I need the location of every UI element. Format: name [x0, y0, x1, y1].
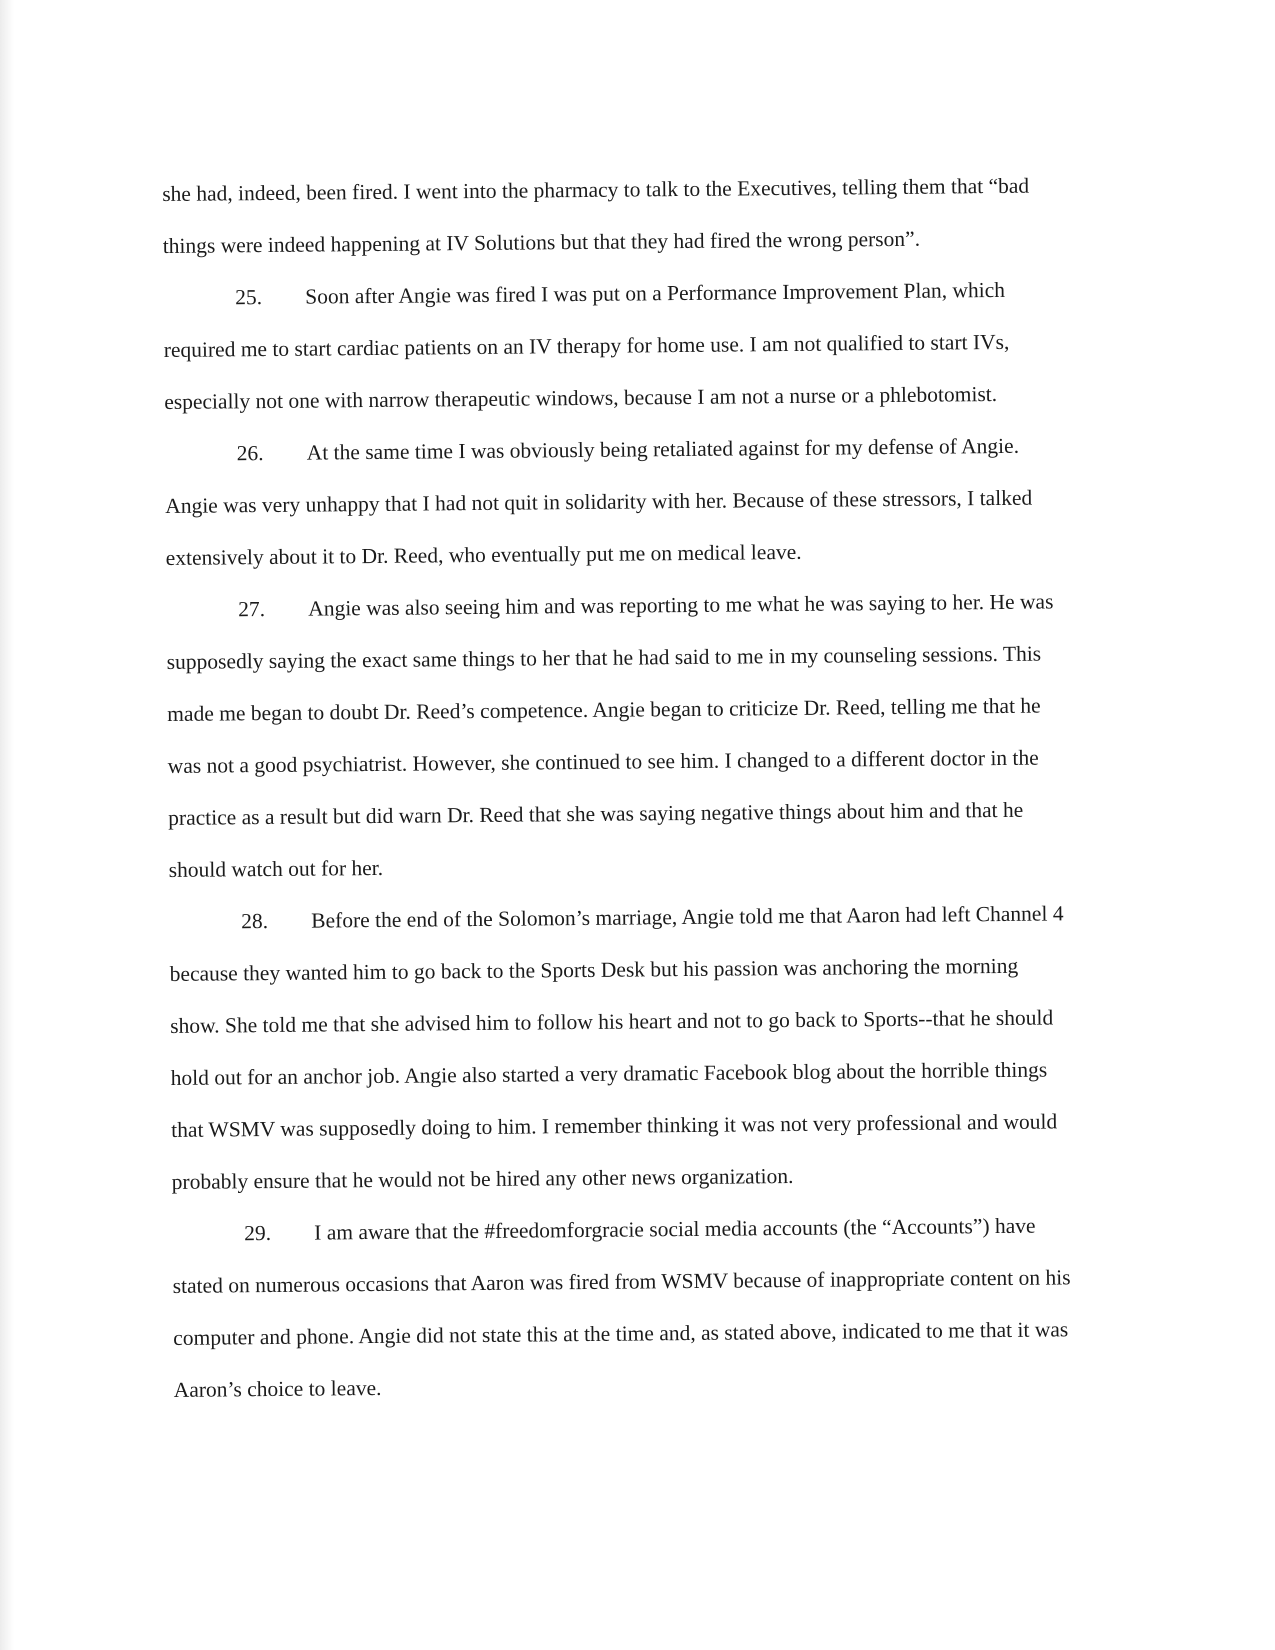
paragraph-number: 28. — [241, 909, 269, 934]
paragraph-text: Before the end of the Solomon’s marriage, Angie told me that Aaron had left Channel 4 because they wanted him to go back to the Sports Desk but his passion was anchoring the morning show. She told me that she advised him to follow his heart and not to go back to Sports--that he should hold out for an anchor job. Angie also started a very dramatic Facebook blog about the horrible things that WSMV was supposedly doing to him. I remember thinking it was not very professional and would probably ensure that he would not be hired any other news organization. — [169, 901, 1064, 1194]
paragraph-text: Soon after Angie was fired I was put on a Performance Improvement Plan, which required me to start cardiac patients on an IV therapy for home use. I am not qualified to start IVs, especially not one with narrow therapeutic windows, because I am not a nurse or a phlebotomist. — [163, 277, 1010, 414]
paragraph-27 — [166, 575, 1067, 896]
paragraph-number: 29. — [244, 1221, 272, 1246]
document-body — [162, 159, 1072, 1416]
paragraph-25 — [163, 263, 1062, 428]
paragraph-29 — [172, 1199, 1072, 1416]
paragraph-text: I am aware that the #freedomforgracie social media accounts (the “Accounts”) have stated on numerous occasions that Aaron was fired from WSMV because of inappropriate content on his computer and phone. Angie did not state this at the time and, as stated above, indicated to me that it was Aaron’s choice to leave. — [172, 1213, 1071, 1402]
paragraph-text: At the same time I was obviously being retaliated against for my defense of Angie. Angie was very unhappy that I had not quit in solidarity with her. Because of these stressors, I talked extensively about it to Dr. Reed, who eventually put me on medical leave. — [165, 433, 1033, 570]
paragraph-number: 26. — [236, 441, 264, 466]
paragraph-26 — [164, 419, 1063, 584]
paragraph-number: 27. — [238, 597, 266, 622]
paragraph-text: Angie was also seeing him and was reporting to me what he was saying to her. He was supposedly saying the exact same things to her that he had said to me in my counseling sessions. This made me began to doubt Dr. Reed’s competence. Angie began to criticize Dr. Reed, telling me that he was not a good psychiatrist. However, she continued to see him. I changed to a different doctor in the practice as a result but did warn Dr. Reed that she was saying negative things about him and that he should watch out for her. — [166, 589, 1054, 882]
paragraph-number: 25. — [235, 285, 263, 310]
continuation-paragraph: she had, indeed, been fired. I went into the pharmacy to talk to the Executives, telling them that “bad things were indeed happening at IV Solutions but that they had fired the wrong person”. — [162, 173, 1030, 258]
scan-edge-shadow — [0, 0, 14, 1650]
paragraph-28 — [169, 887, 1070, 1208]
